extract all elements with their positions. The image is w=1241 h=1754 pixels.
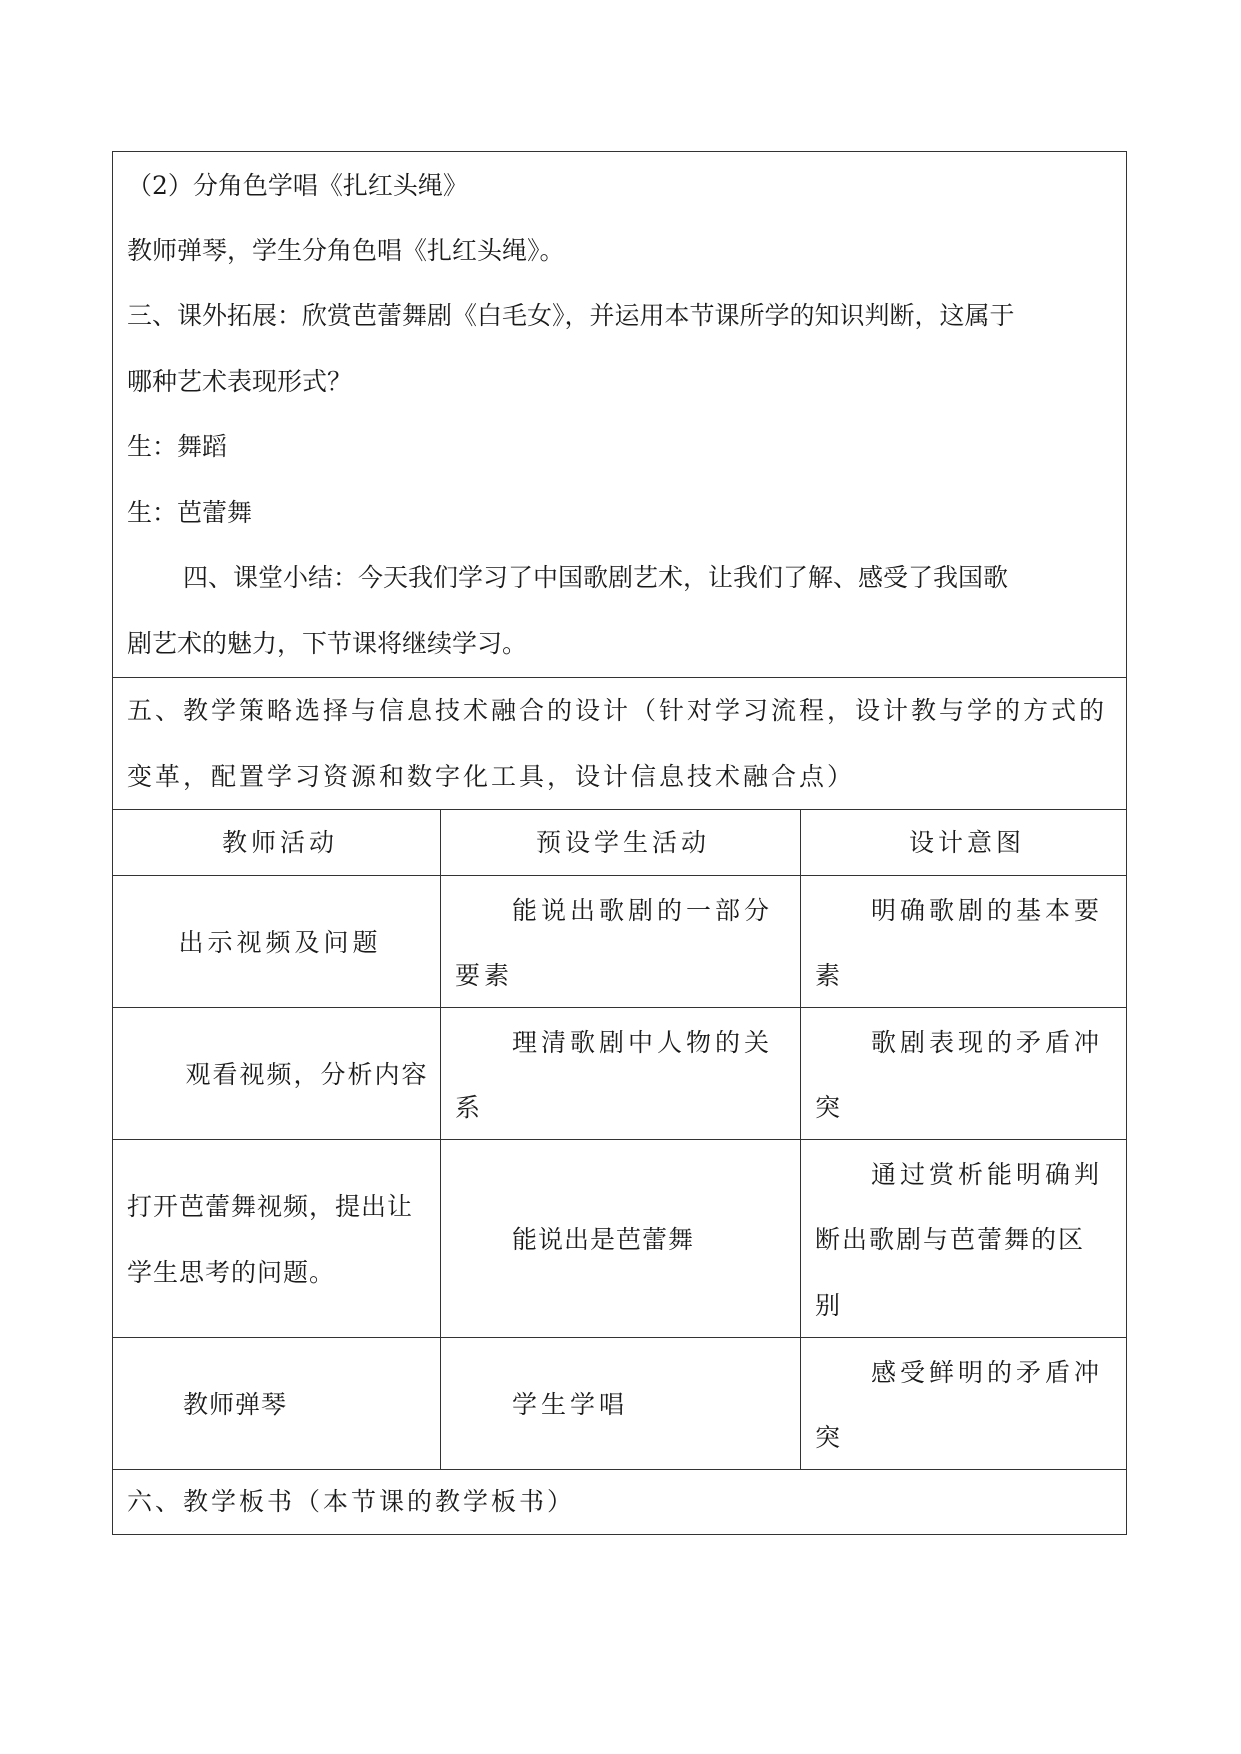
row2-intent-line2: 突 [815, 1093, 845, 1122]
section5-line-1: 五、教学策略选择与信息技术融合的设计（针对学习流程，设计教与学的方式的 [127, 696, 1108, 725]
upper-line-2: 教师弹琴，学生分角色唱《扎红头绳》。 [127, 236, 565, 265]
row3-teacher-line1: 打开芭蕾舞视频，提出让 [127, 1192, 414, 1221]
row3-student: 能说出是芭蕾舞 [512, 1225, 695, 1254]
divider-row2 [112, 1139, 1127, 1140]
upper-line-3: 三、课外拓展：欣赏芭蕾舞剧《白毛女》，并运用本节课所学的知识判断，这属于 [127, 301, 1015, 330]
divider-header [112, 875, 1127, 876]
table-column-divider-1 [440, 809, 441, 1469]
row1-student-line1: 能说出歌剧的一部分 [512, 896, 774, 925]
divider-row1 [112, 1007, 1127, 1008]
row3-teacher-line2: 学生思考的问题。 [127, 1258, 336, 1287]
row3-intent-line3: 别 [815, 1291, 845, 1320]
row1-intent-line2: 素 [815, 961, 845, 990]
header-teacher-activity: 教师活动 [221, 828, 339, 857]
row2-student-line2: 系 [455, 1093, 485, 1122]
section6-line-1: 六、教学板书（本节课的教学板书） [127, 1487, 576, 1516]
upper-line-4: 哪种艺术表现形式？ [127, 367, 353, 396]
section5-line-2: 变革，配置学习资源和数字化工具，设计信息技术融合点） [127, 762, 856, 791]
row4-teacher: 教师弹琴 [183, 1390, 288, 1419]
upper-line-6: 生：芭蕾舞 [127, 498, 253, 527]
upper-line-1: （2）分角色学唱《扎红头绳》 [127, 171, 468, 200]
row1-teacher: 出示视频及问题 [178, 928, 382, 957]
divider-row4 [112, 1469, 1127, 1470]
row4-intent-line2: 突 [815, 1423, 845, 1452]
upper-line-5: 生：舞蹈 [127, 432, 228, 461]
divider-upper [112, 677, 1127, 678]
row1-student-line2: 要素 [455, 961, 514, 990]
row4-student: 学生学唱 [512, 1390, 629, 1419]
table-column-divider-2 [800, 809, 801, 1469]
divider-row3 [112, 1337, 1127, 1338]
row2-student-line1: 理清歌剧中人物的关 [512, 1028, 774, 1057]
divider-section5 [112, 809, 1127, 810]
header-student-activity: 预设学生活动 [535, 828, 711, 857]
row2-intent-line1: 歌剧表现的矛盾冲 [871, 1028, 1104, 1057]
row3-intent-line1: 通过赏析能明确判 [871, 1160, 1104, 1189]
row4-intent-line1: 感受鲜明的矛盾冲 [871, 1358, 1104, 1387]
row2-teacher: 观看视频，分析内容 [185, 1060, 429, 1089]
upper-line-7: 四、课堂小结：今天我们学习了中国歌剧艺术，让我们了解、感受了我国歌 [183, 563, 1009, 592]
row3-intent-line2: 断出歌剧与芭蕾舞的区 [815, 1225, 1086, 1254]
header-design-intent: 设计意图 [908, 828, 1026, 857]
upper-line-8: 剧艺术的魅力，下节课将继续学习。 [127, 629, 528, 658]
row1-intent-line1: 明确歌剧的基本要 [871, 896, 1104, 925]
